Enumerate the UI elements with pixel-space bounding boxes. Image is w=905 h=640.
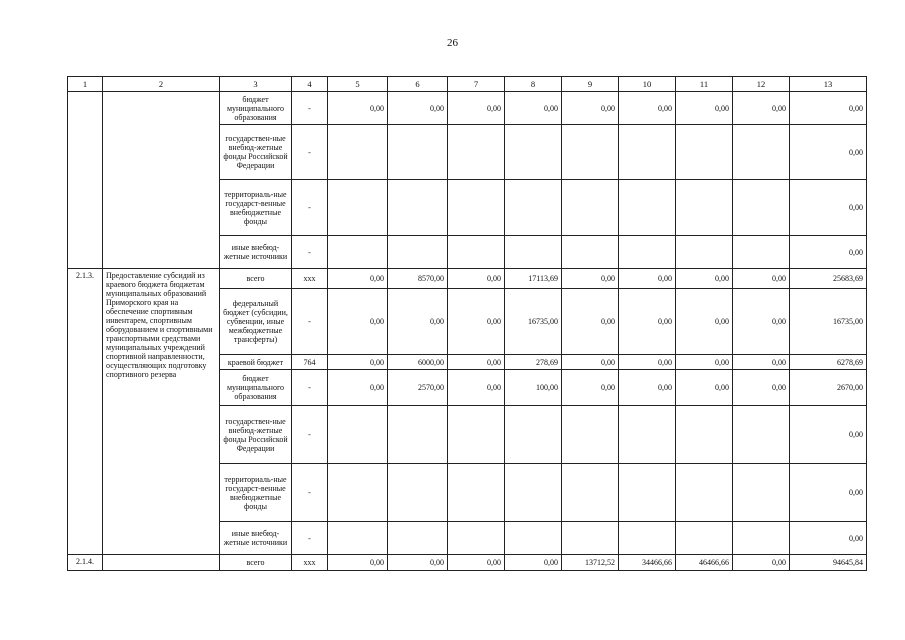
amount-cell [328, 125, 388, 180]
amount-cell [619, 406, 676, 464]
header-cell: 12 [733, 77, 790, 92]
amount-cell [448, 464, 505, 522]
amount-cell [448, 406, 505, 464]
amount-cell [562, 464, 619, 522]
amount-cell: 0,00 [790, 464, 867, 522]
amount-cell: 0,00 [733, 370, 790, 406]
amount-cell: 0,00 [619, 289, 676, 355]
amount-cell [388, 464, 448, 522]
amount-cell [562, 180, 619, 236]
budget-code: - [292, 289, 328, 355]
amount-cell: 13712,52 [562, 555, 619, 571]
amount-cell: 0,00 [328, 370, 388, 406]
amount-cell: 16735,00 [790, 289, 867, 355]
amount-cell [328, 406, 388, 464]
amount-cell [676, 125, 733, 180]
amount-cell: 0,00 [562, 269, 619, 289]
header-cell: 11 [676, 77, 733, 92]
amount-cell: 8570,00 [388, 269, 448, 289]
header-cell: 6 [388, 77, 448, 92]
amount-cell: 6278,69 [790, 355, 867, 370]
budget-code: - [292, 522, 328, 555]
amount-cell [619, 464, 676, 522]
budget-code: - [292, 92, 328, 125]
amount-cell [505, 464, 562, 522]
budget-code: - [292, 406, 328, 464]
funding-source: иные внебюд-жетные источники [220, 522, 292, 555]
amount-cell: 16735,00 [505, 289, 562, 355]
amount-cell [388, 406, 448, 464]
item-name [103, 92, 220, 269]
amount-cell [448, 522, 505, 555]
amount-cell: 0,00 [790, 522, 867, 555]
amount-cell: 0,00 [790, 406, 867, 464]
amount-cell: 0,00 [619, 355, 676, 370]
funding-source: всего [220, 555, 292, 571]
header-cell: 10 [619, 77, 676, 92]
amount-cell: 100,00 [505, 370, 562, 406]
amount-cell: 0,00 [505, 555, 562, 571]
budget-code: - [292, 464, 328, 522]
header-cell: 2 [103, 77, 220, 92]
amount-cell: 0,00 [619, 269, 676, 289]
amount-cell: 0,00 [790, 125, 867, 180]
amount-cell: 94645,84 [790, 555, 867, 571]
header-row [68, 77, 867, 92]
amount-cell: 0,00 [448, 370, 505, 406]
amount-cell [619, 125, 676, 180]
header-cell: 8 [505, 77, 562, 92]
amount-cell [562, 522, 619, 555]
amount-cell [328, 464, 388, 522]
item-code: 2.1.3. [68, 269, 103, 555]
amount-cell: 34466,66 [619, 555, 676, 571]
amount-cell: 0,00 [619, 370, 676, 406]
amount-cell: 0,00 [733, 269, 790, 289]
table-row [68, 92, 867, 125]
header-cell: 5 [328, 77, 388, 92]
amount-cell: 2570,00 [388, 370, 448, 406]
amount-cell: 0,00 [790, 92, 867, 125]
amount-cell: 0,00 [676, 289, 733, 355]
amount-cell [328, 236, 388, 269]
amount-cell [733, 125, 790, 180]
amount-cell [733, 522, 790, 555]
amount-cell: 0,00 [448, 355, 505, 370]
funding-source: бюджет муниципального образования [220, 92, 292, 125]
amount-cell: 2670,00 [790, 370, 867, 406]
item-name [103, 555, 220, 571]
amount-cell: 0,00 [388, 289, 448, 355]
amount-cell [676, 464, 733, 522]
amount-cell: 0,00 [733, 555, 790, 571]
funding-source: бюджет муниципального образования [220, 370, 292, 406]
amount-cell: 0,00 [448, 289, 505, 355]
amount-cell [619, 522, 676, 555]
header-cell: 13 [790, 77, 867, 92]
amount-cell: 0,00 [448, 269, 505, 289]
funding-source: территориаль-ные государст-венные внебюджетные фонды [220, 180, 292, 236]
amount-cell [448, 236, 505, 269]
amount-cell: 0,00 [562, 355, 619, 370]
amount-cell [676, 522, 733, 555]
header-cell: 3 [220, 77, 292, 92]
amount-cell: 0,00 [790, 236, 867, 269]
funding-source: всего [220, 269, 292, 289]
amount-cell: 0,00 [733, 92, 790, 125]
budget-code: 764 [292, 355, 328, 370]
header-cell: 4 [292, 77, 328, 92]
item-code [68, 92, 103, 269]
funding-source: территориаль-ные государст-венные внебюджетные фонды [220, 464, 292, 522]
amount-cell [733, 406, 790, 464]
amount-cell [505, 522, 562, 555]
amount-cell [505, 236, 562, 269]
amount-cell [733, 236, 790, 269]
amount-cell [505, 125, 562, 180]
amount-cell [448, 180, 505, 236]
amount-cell: 17113,69 [505, 269, 562, 289]
amount-cell: 0,00 [388, 555, 448, 571]
amount-cell: 0,00 [328, 555, 388, 571]
amount-cell [505, 180, 562, 236]
budget-code: - [292, 180, 328, 236]
amount-cell [388, 125, 448, 180]
amount-cell: 0,00 [676, 269, 733, 289]
amount-cell [388, 180, 448, 236]
amount-cell: 0,00 [328, 92, 388, 125]
amount-cell: 0,00 [676, 370, 733, 406]
header-cell: 9 [562, 77, 619, 92]
amount-cell: 0,00 [328, 289, 388, 355]
amount-cell: 46466,66 [676, 555, 733, 571]
funding-source: федеральный бюджет (субсидии, субвенции, иные межбюджетные трансферты) [220, 289, 292, 355]
funding-source: государствен-ные внебюд-жетные фонды Российской Федерации [220, 406, 292, 464]
funding-source: иные внебюд-жетные источники [220, 236, 292, 269]
budget-code: xxx [292, 269, 328, 289]
budget-code: - [292, 236, 328, 269]
amount-cell: 0,00 [676, 92, 733, 125]
amount-cell: 25683,69 [790, 269, 867, 289]
amount-cell: 0,00 [790, 180, 867, 236]
budget-code: - [292, 370, 328, 406]
amount-cell [733, 464, 790, 522]
table-row [68, 269, 867, 289]
budget-code: - [292, 125, 328, 180]
amount-cell [505, 406, 562, 464]
amount-cell: 278,69 [505, 355, 562, 370]
amount-cell: 0,00 [388, 92, 448, 125]
amount-cell: 0,00 [448, 92, 505, 125]
amount-cell [328, 180, 388, 236]
item-name: Предоставление субсидий из краевого бюджета бюджетам муниципальных образований Приморского края на обеспечение спортивным инвентарем, спортивным оборудованием и спортивными транспортными средствами муниципальных учреждений спортивной направленности, осуществляющих подготовку спортивного резерва [103, 269, 220, 555]
amount-cell: 0,00 [562, 289, 619, 355]
amount-cell: 0,00 [328, 269, 388, 289]
header-cell: 7 [448, 77, 505, 92]
amount-cell [562, 406, 619, 464]
amount-cell: 0,00 [562, 92, 619, 125]
amount-cell [328, 522, 388, 555]
amount-cell: 0,00 [448, 555, 505, 571]
item-code: 2.1.4. [68, 555, 103, 571]
amount-cell: 0,00 [733, 289, 790, 355]
amount-cell: 6000,00 [388, 355, 448, 370]
amount-cell [388, 236, 448, 269]
amount-cell: 0,00 [619, 92, 676, 125]
amount-cell: 0,00 [505, 92, 562, 125]
funding-source: краевой бюджет [220, 355, 292, 370]
funding-source: государствен-ные внебюд-жетные фонды Российской Федерации [220, 125, 292, 180]
amount-cell [388, 522, 448, 555]
amount-cell: 0,00 [562, 370, 619, 406]
amount-cell [619, 236, 676, 269]
header-cell: 1 [68, 77, 103, 92]
amount-cell [448, 125, 505, 180]
amount-cell [676, 180, 733, 236]
amount-cell [676, 406, 733, 464]
amount-cell: 0,00 [328, 355, 388, 370]
amount-cell [562, 125, 619, 180]
amount-cell [676, 236, 733, 269]
budget-code: xxx [292, 555, 328, 571]
amount-cell: 0,00 [676, 355, 733, 370]
amount-cell [733, 180, 790, 236]
page-number: 26 [447, 37, 458, 49]
amount-cell [562, 236, 619, 269]
budget-table [67, 76, 867, 571]
table-row [68, 555, 867, 571]
amount-cell [619, 180, 676, 236]
amount-cell: 0,00 [733, 355, 790, 370]
